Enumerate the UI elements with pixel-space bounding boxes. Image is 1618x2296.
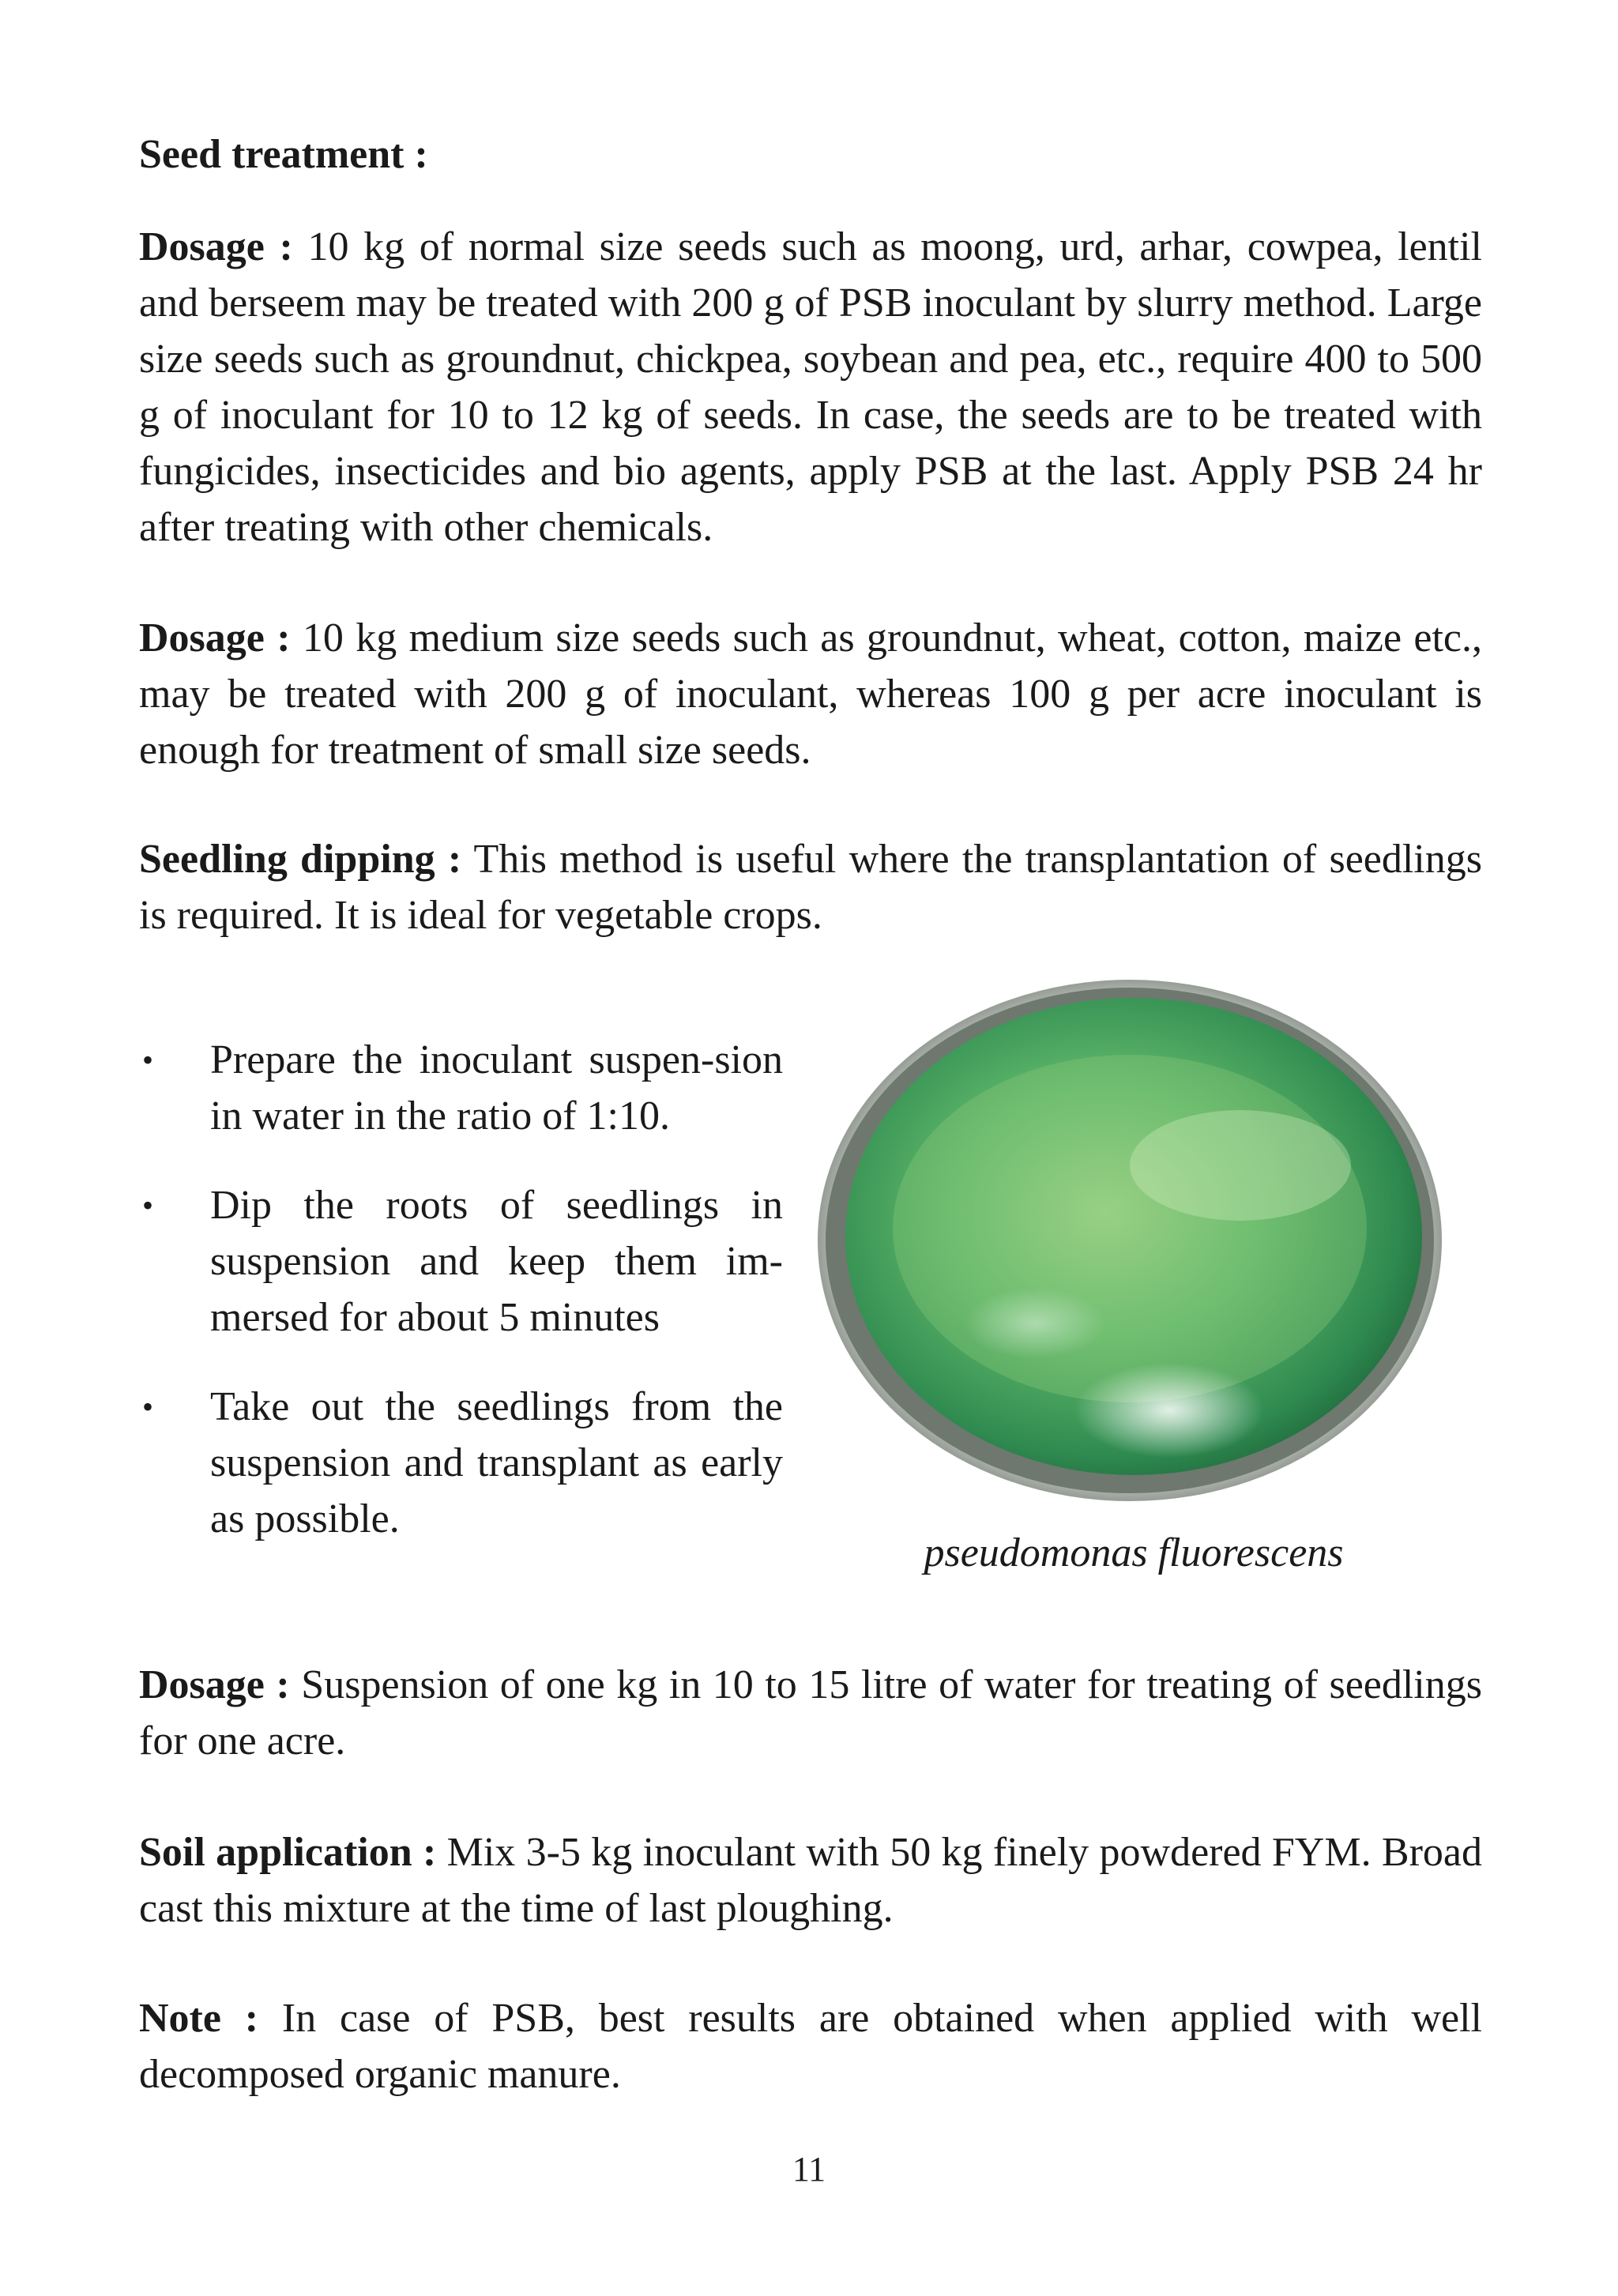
- list-item-text: Take out the seedlings from the suspension and transplant as early as possible.: [210, 1384, 783, 1541]
- dosage-paragraph-1: [139, 219, 1482, 555]
- list-item: [139, 1177, 783, 1346]
- soil-application-text: Mix 3-5 kg inoculant with 50 kg finely powdered FYM. Broad cast this mixture at the time of last ploughing.: [139, 1830, 1482, 1931]
- petri-dish-image: [798, 968, 1469, 1513]
- list-item-text: Prepare the inoculant suspen-sion in water in the ratio of 1:10.: [210, 1037, 783, 1139]
- note-paragraph: [139, 1990, 1482, 2102]
- bullet-icon: •: [142, 1389, 154, 1425]
- page-number: 11: [792, 2150, 826, 2189]
- dosage-label: Dosage :: [139, 224, 293, 269]
- dosage-text: 10 kg of normal size seeds such as moong, urd, arhar, cowpea, lentil and berseem may be treated with 200 g of PSB inoculant by slurry method. Large size seeds such as groundnut, chickpea, soybean and pea, etc., require 400 to 500 g of inoculant for 10 to 12 kg of seeds. In case, the seeds are to be treated with fungicides, insecticides and bio agents, apply PSB at the last. Apply PSB 24 hr after treating with other chemicals.: [139, 224, 1482, 550]
- petri-dish-figure: [798, 968, 1469, 1584]
- note-text: In case of PSB, best results are obtained when applied with well decomposed organic manure.: [139, 1996, 1483, 2097]
- soil-application-paragraph: [139, 1824, 1482, 1937]
- bullet-icon: •: [142, 1188, 154, 1223]
- bullet-icon: •: [142, 1042, 154, 1078]
- glare-highlight: [1074, 1363, 1264, 1458]
- dosage-paragraph-3: [139, 1657, 1482, 1769]
- figure-caption: pseudomonas fluorescens: [924, 1530, 1344, 1575]
- list-item: [139, 1379, 783, 1547]
- section-heading: Seed treatment :: [139, 132, 428, 177]
- note-label: Note :: [139, 1996, 259, 2041]
- seedling-dipping-paragraph: [139, 831, 1482, 943]
- dosage-text: Suspension of one kg in 10 to 15 litre of water for treating of seedlings for one acre.: [139, 1662, 1482, 1763]
- dosage-text: 10 kg medium size seeds such as groundnut, wheat, cotton, maize etc., may be treated with 200 g of inoculant, whereas 100 g per acre inoculant is enough for treatment of small size seeds.: [139, 615, 1483, 773]
- soil-application-label: Soil application :: [139, 1830, 437, 1875]
- seedling-dipping-text: This method is useful where the transplantation of seedlings is required. It is ideal for vegetable crops.: [139, 837, 1482, 938]
- dosage-label: Dosage :: [139, 615, 291, 661]
- list-item-text: Dip the roots of seedlings in suspension and keep them im-mersed for about 5 minutes: [210, 1183, 783, 1340]
- seedling-dipping-label: Seedling dipping :: [139, 837, 462, 882]
- dosage-paragraph-2: [139, 610, 1482, 778]
- dipping-steps-list: [139, 1032, 783, 1580]
- list-item: [139, 1032, 783, 1144]
- dosage-label: Dosage :: [139, 1662, 290, 1707]
